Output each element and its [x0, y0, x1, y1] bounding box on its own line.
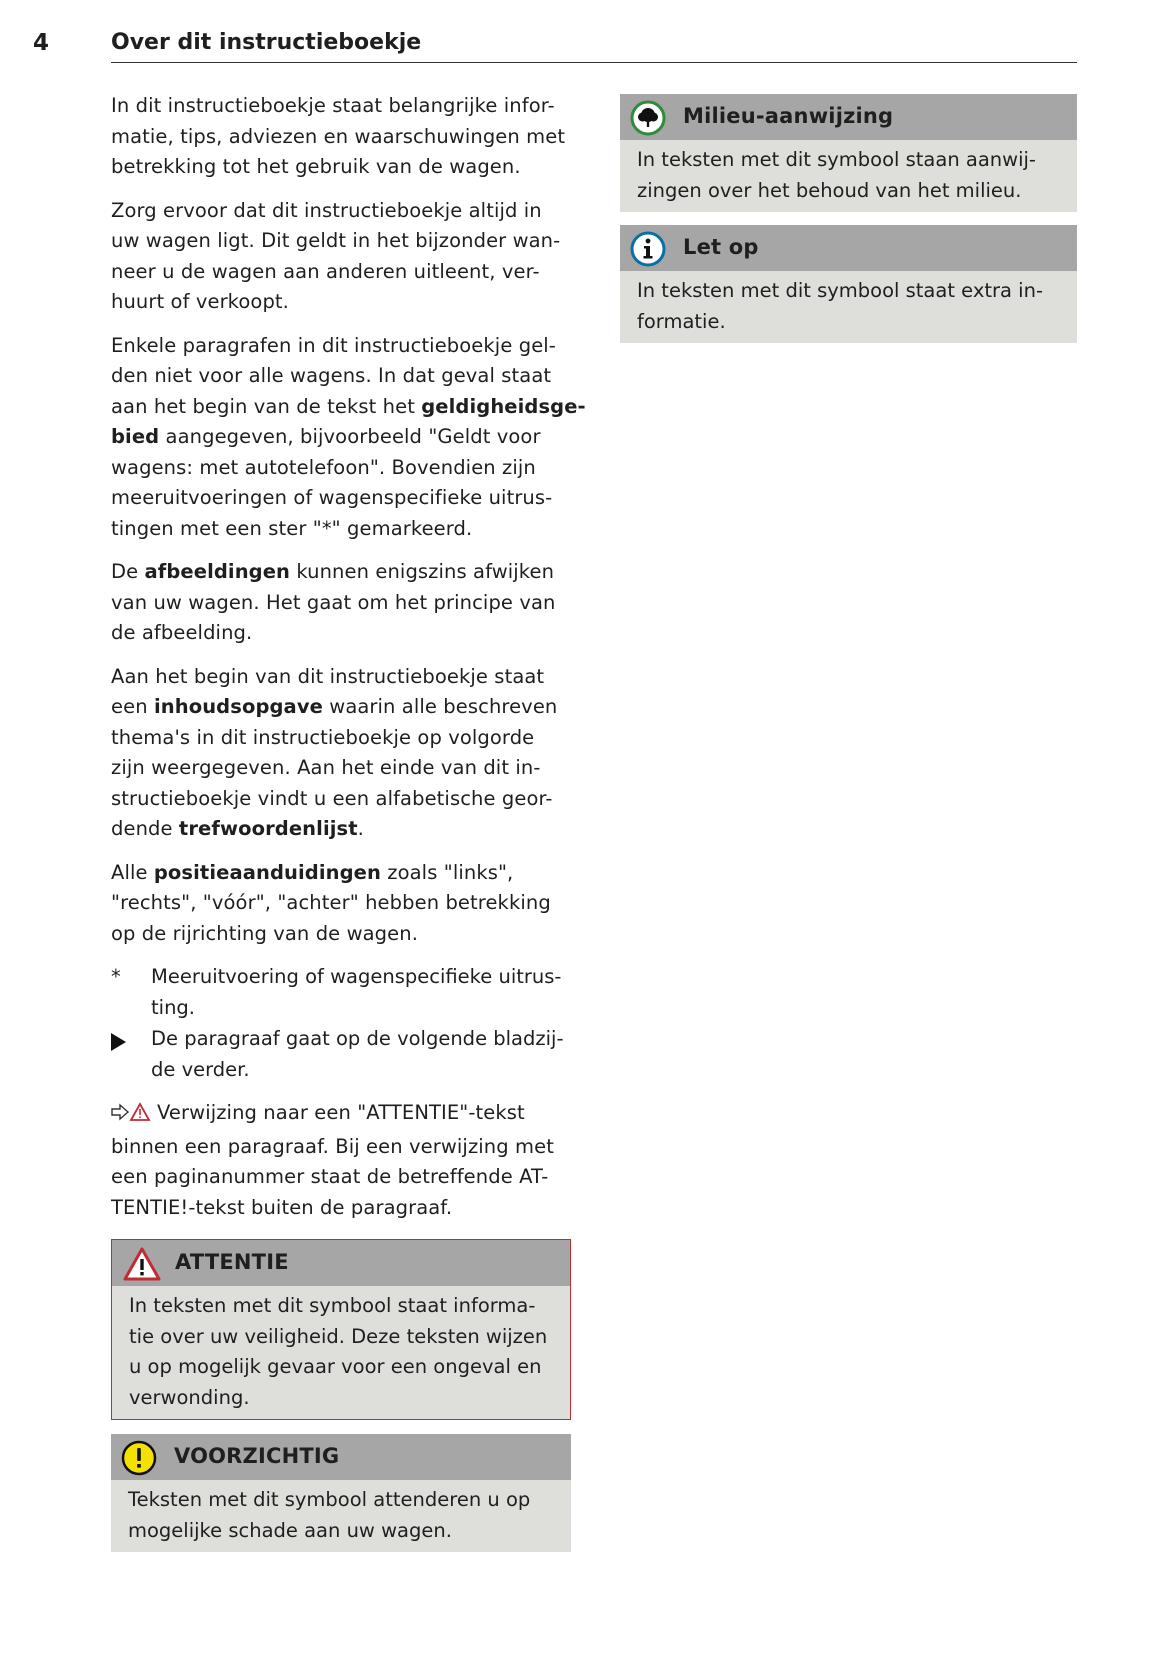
header-rule [111, 62, 1077, 63]
text-line [111, 557, 571, 588]
environment-box-body [620, 140, 1077, 212]
symbol-legend [111, 962, 571, 1085]
page-header [0, 0, 1165, 70]
text-line [111, 422, 571, 453]
legend-text: De paragraaf gaat op de volgende bladzij- [151, 1027, 564, 1050]
warning-triangle-icon [122, 1246, 158, 1282]
caution-box-title: VOORZICHTIG [174, 1444, 340, 1468]
text-segment: waarin alle beschreven [322, 695, 558, 718]
text-line: Teksten met dit symbool attenderen u op [128, 1488, 531, 1511]
text-line: op de rijrichting van de wagen. [111, 921, 418, 945]
page-title: Over dit instructieboekje [111, 30, 422, 55]
text-line: den niet voor alle wagens. In dat geval staat [111, 364, 552, 387]
text-line: meeruitvoeringen of wagenspecifieke uitrus- [111, 486, 553, 509]
warning-box-header [112, 1240, 570, 1286]
text-line: wagens: met autotelefoon". Bovendien zijn [111, 455, 536, 479]
text-line: mogelijke schade aan uw wagen. [128, 1518, 452, 1542]
text-line: tingen met een ster "*" gemarkeerd. [111, 516, 473, 540]
text-line: formatie. [637, 309, 726, 333]
text-segment: een [111, 695, 154, 718]
text-line [111, 392, 586, 423]
paragraph-positions [111, 858, 571, 950]
text-line: een paginanummer staat de betreffende AT- [111, 1165, 549, 1188]
text-line: In teksten met dit symbool staat extra in- [637, 279, 1043, 302]
environment-box-header [620, 94, 1077, 140]
warning-box [111, 1239, 571, 1420]
text-line: In teksten met dit symbool staan aanwij- [637, 148, 1036, 171]
bold-term: geldigheidsge- [421, 394, 586, 418]
legend-text: Meeruitvoering of wagenspecifieke uitrus- [151, 965, 562, 988]
text-segment: dende [111, 817, 179, 840]
asterisk-symbol: * [111, 965, 121, 988]
environment-box [620, 94, 1077, 212]
text-line: de afbeelding. [111, 621, 253, 644]
text-line: "rechts", "vóór", "achter" hebben betrekking [111, 891, 551, 914]
arrow-right-icon [111, 1024, 141, 1061]
paragraph-reference [111, 1098, 571, 1223]
text-line: Aan het begin van dit instructieboekje staat [111, 664, 545, 688]
text-segment: De [111, 560, 145, 583]
info-icon [630, 231, 666, 267]
text-line: TENTIE!-tekst buiten de paragraaf. [111, 1195, 453, 1219]
text-line: Enkele paragrafen in dit instructieboekje gel- [111, 333, 556, 357]
text-line [111, 692, 571, 723]
left-column [111, 91, 586, 1552]
text-line: zijn weergegeven. Aan het einde van dit in- [111, 756, 541, 779]
text-line: u op mogelijk gevaar voor een ongeval en [129, 1355, 542, 1378]
text-line: matie, tips, adviezen en waarschuwingen met [111, 124, 566, 148]
text-line: binnen een paragraaf. Bij een verwijzing met [111, 1134, 554, 1158]
info-box-title: Let op [683, 235, 759, 259]
warning-box-title: ATTENTIE [175, 1250, 289, 1274]
environment-box-title: Milieu-aanwijzing [683, 104, 894, 128]
text-line: thema's in dit instructieboekje op volgorde [111, 725, 535, 749]
bold-term: inhoudsopgave [153, 695, 323, 718]
text-segment: Alle [111, 860, 154, 884]
text-segment: zoals "links", [380, 860, 514, 884]
paragraph-keep-in-car [111, 196, 571, 318]
text-segment: aan het begin van de tekst het [111, 394, 422, 418]
caution-box [111, 1434, 571, 1552]
text-line [111, 814, 571, 845]
legend-item-asterisk [111, 962, 571, 1023]
text-line: uw wagen ligt. Dit geldt in het bijzonder wan- [111, 229, 561, 252]
text-line: structieboekje vindt u een alfabetische geor- [111, 786, 553, 810]
text-line: neer u de wagen aan anderen uitleent, ver- [111, 259, 540, 283]
reference-arrow-icon [111, 1101, 151, 1132]
bold-term: positieaanduidingen [153, 860, 381, 884]
paragraph-contents [111, 662, 571, 845]
caution-box-header [111, 1434, 571, 1480]
text-line: verwonding. [129, 1385, 250, 1409]
info-box-header [620, 225, 1077, 271]
text-line [111, 858, 571, 889]
text-line: Zorg ervoor dat dit instructieboekje altijd in [111, 198, 542, 222]
info-box-body [620, 271, 1077, 343]
caution-box-body [111, 1480, 571, 1552]
text-segment: . [357, 817, 364, 840]
legend-text: de verder. [151, 1057, 250, 1081]
paragraph-validity [111, 331, 586, 545]
text-segment: aangegeven, bijvoorbeeld "Geldt voor [159, 425, 541, 448]
right-column [620, 94, 1077, 343]
legend-text: ting. [151, 995, 195, 1019]
text-line: betrekking tot het gebruik van de wagen. [111, 155, 521, 178]
paragraph-illustrations [111, 557, 571, 649]
text-line [111, 1098, 571, 1132]
bold-term: afbeeldingen [144, 560, 291, 583]
text-line: huurt of verkoopt. [111, 290, 289, 313]
bold-term: bied [111, 425, 160, 448]
text-line: In dit instructieboekje staat belangrijke infor- [111, 94, 555, 117]
caution-exclamation-icon [121, 1440, 157, 1476]
text-segment: Verwijzing naar een "ATTENTIE"-tekst [157, 1101, 525, 1124]
page-number: 4 [33, 30, 50, 56]
environment-tree-icon [630, 100, 666, 136]
text-line: tie over uw veiligheid. Deze teksten wijzen [129, 1324, 548, 1348]
legend-item-continue [111, 1024, 571, 1085]
text-line: van uw wagen. Het gaat om het principe van [111, 590, 556, 614]
text-line: zingen over het behoud van het milieu. [637, 178, 1022, 202]
warning-box-body [112, 1286, 570, 1419]
info-box [620, 225, 1077, 343]
text-line: In teksten met dit symbool staat informa- [129, 1294, 536, 1317]
text-segment: kunnen enigszins afwijken [290, 560, 555, 583]
paragraph-intro [111, 91, 571, 183]
bold-term: trefwoordenlijst [178, 817, 358, 840]
